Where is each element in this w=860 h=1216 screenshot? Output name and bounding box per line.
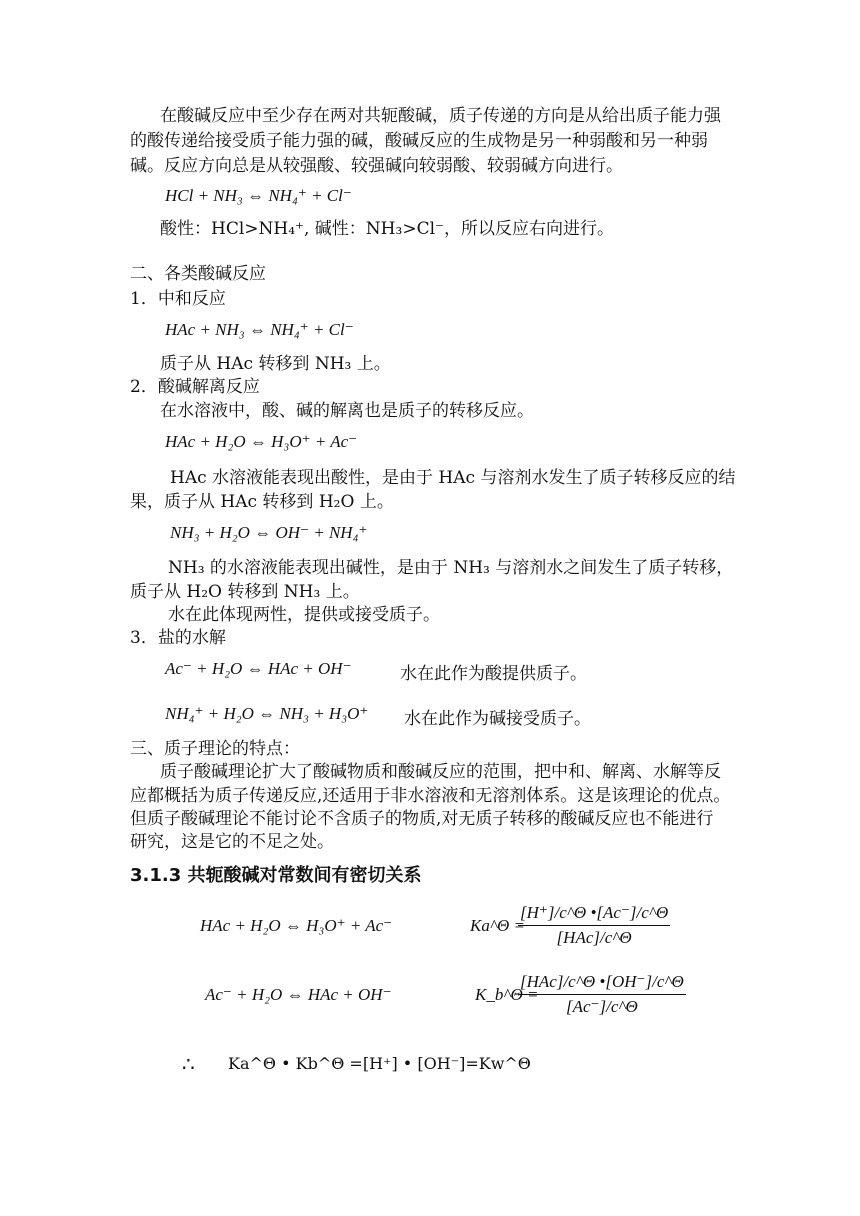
equation-ac-hydrolysis-note: 水在此作为酸提供质子。 xyxy=(400,664,587,684)
equation-hac-dissociation: HAc + H₂O ⇔ H₃O⁺ + Ac⁻ xyxy=(165,432,358,451)
nh3-para-line-2: 质子从 H₂O 转移到 NH₃ 上。 xyxy=(130,582,360,602)
amphoteric-note: 水在此体现两性，提供或接受质子。 xyxy=(168,605,440,625)
para-1-line-1: 在酸碱反应中至少存在两对共轭酸碱，质子传递的方向是从给出质子能力强 xyxy=(160,106,721,126)
subsection-1-heading: 1．中和反应 xyxy=(130,289,226,309)
kb-denominator: [Ac⁻]/c^Θ xyxy=(565,997,638,1016)
equation-neutralization: HAc + NH₃ ⇔ NH₄⁺ + Cl⁻ xyxy=(165,320,354,339)
subsection-2-heading: 2．酸碱解离反应 xyxy=(130,377,260,397)
acidity-comparison: 酸性：HCl>NH₄⁺, 碱性：NH₃>Cl⁻，所以反应右向进行。 xyxy=(160,219,614,239)
ka-numerator: [H⁺]/c^Θ •[Ac⁻]/c^Θ xyxy=(518,903,670,926)
theory-para-line-2: 应都概括为质子传递反应,还适用于非水溶液和无溶剂体系。这是该理论的优点。 xyxy=(130,786,731,806)
ka-denominator: [HAc]/c^Θ xyxy=(556,928,632,947)
equation-nh4-hydrolysis-note: 水在此作为碱接受质子。 xyxy=(404,709,591,729)
equation-ac-water: Ac⁻ + H₂O ⇔ HAc + OH⁻ xyxy=(205,985,392,1004)
para-1-line-3: 碱。反应方向总是从较强酸、较强碱向较弱酸、较弱碱方向进行。 xyxy=(130,156,623,176)
subsection-3-heading: 3．盐的水解 xyxy=(130,628,226,648)
equation-ac-hydrolysis: Ac⁻ + H₂O ⇔ HAc + OH⁻ xyxy=(165,659,352,678)
kb-numerator: [HAc]/c^Θ •[OH⁻]/c^Θ xyxy=(518,972,686,995)
equation-nh3-dissociation: NH₃ + H₂O ⇔ OH⁻ + NH₄⁺ xyxy=(170,523,368,542)
equation-hcl-nh3: HCl + NH₃ ⇔ NH₄⁺ + Cl⁻ xyxy=(165,186,352,205)
therefore-symbol: ∴ xyxy=(182,1052,195,1076)
theory-para-line-4: 研究，这是它的不足之处。 xyxy=(130,832,334,852)
equation-hac-water: HAc + H₂O ⇔ H₃O⁺ + Ac⁻ xyxy=(200,916,393,935)
dissociation-text: 在水溶液中，酸、碱的解离也是质子的转移反应。 xyxy=(160,401,534,421)
hac-para-line-1: HAc 水溶液能表现出酸性，是由于 HAc 与溶剂水发生了质子转移反应的结 xyxy=(170,468,736,488)
section-3-heading: 三、质子理论的特点： xyxy=(130,739,300,759)
ka-symbol: Ka^Θ = xyxy=(470,916,526,935)
ka-fraction xyxy=(518,903,670,948)
ka-kb-kw-relation: Ka^Θ • Kb^Θ =[H⁺] • [OH⁻]=Kw^Θ xyxy=(228,1054,531,1073)
hac-para-line-2: 果，质子从 HAc 转移到 H₂O 上。 xyxy=(130,492,394,512)
nh3-para-line-1: NH₃ 的水溶液能表现出碱性，是由于 NH₃ 与溶剂水之间发生了质子转移， xyxy=(168,558,734,578)
section-2-heading: 二、各类酸碱反应 xyxy=(130,264,266,284)
theory-para-line-3: 但质子酸碱理论不能讨论不含质子的物质,对无质子转移的酸碱反应也不能进行 xyxy=(130,809,714,829)
equation-nh4-hydrolysis: NH₄⁺ + H₂O ⇔ NH₃ + H₃O⁺ xyxy=(165,704,369,723)
section-heading-3-1-3: 3.1.3 共轭酸碱对常数间有密切关系 xyxy=(130,865,422,886)
para-1-line-2: 的酸传递给接受质子能力强的碱，酸碱反应的生成物是另一种弱酸和另一种弱 xyxy=(130,131,708,151)
proton-transfer-note: 质子从 HAc 转移到 NH₃ 上。 xyxy=(160,354,391,374)
theory-para-line-1: 质子酸碱理论扩大了酸碱物质和酸碱反应的范围，把中和、解离、水解等反 xyxy=(160,762,721,782)
kb-symbol: K_b^Θ = xyxy=(475,985,539,1004)
kb-fraction xyxy=(518,972,686,1017)
